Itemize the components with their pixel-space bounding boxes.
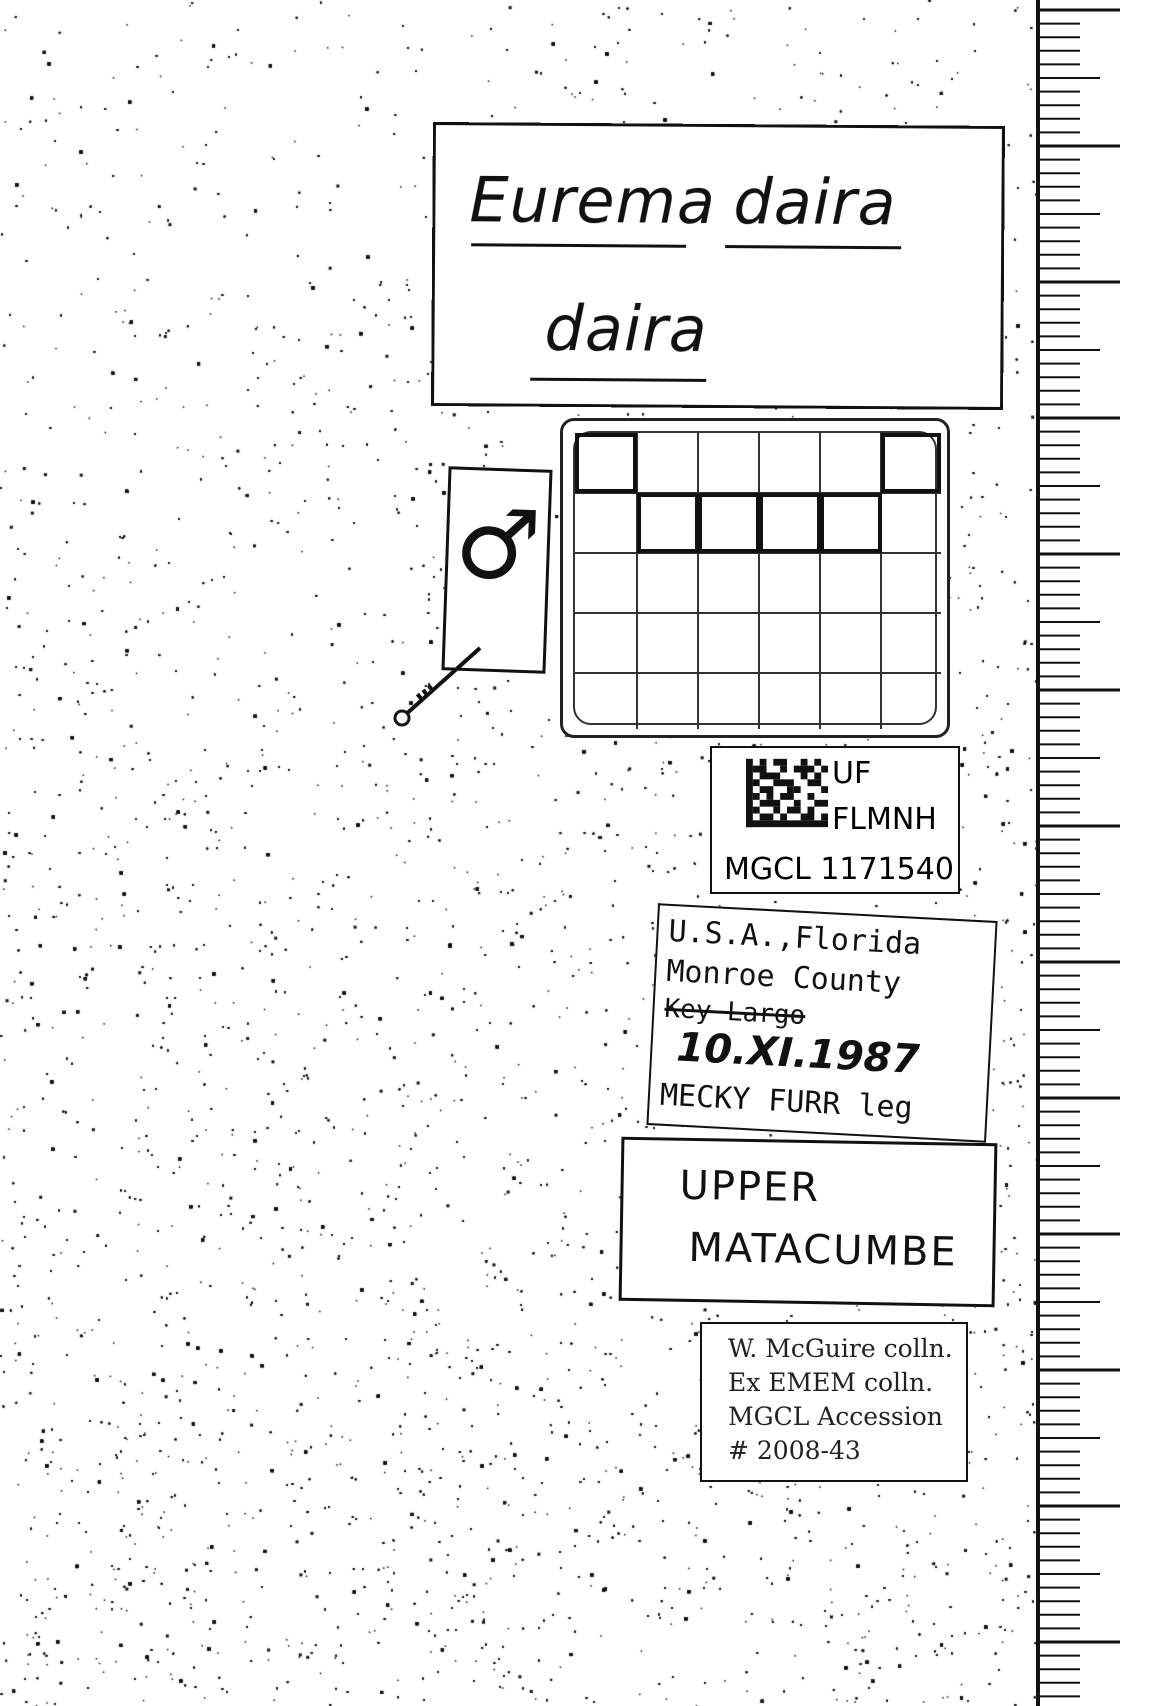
catalog-number: MGCL 1171540 xyxy=(724,852,954,887)
species-name: daira xyxy=(733,165,897,240)
measurement-ruler xyxy=(1030,0,1152,1706)
male-symbol-icon: ♂ xyxy=(452,487,543,603)
color-grid-card xyxy=(560,418,950,738)
institution-code: UF xyxy=(832,756,872,791)
collection-line-4: # 2008-43 xyxy=(728,1436,861,1465)
collection-date: 10.XI.1987 xyxy=(675,1024,921,1084)
museum-code: FLMNH xyxy=(832,802,937,837)
genus-name: Eurema xyxy=(469,163,717,238)
county: Monroe County xyxy=(665,953,902,1002)
collection-line-3: MGCL Accession xyxy=(728,1402,943,1431)
collection-label xyxy=(700,1322,968,1482)
collection-line-1: W. McGuire colln. xyxy=(728,1334,953,1363)
island-label xyxy=(619,1137,998,1308)
color-grid xyxy=(575,433,941,729)
locality-label xyxy=(646,903,997,1142)
datamatrix-barcode xyxy=(746,758,828,828)
color-grid-frame xyxy=(573,431,937,725)
taxon-label xyxy=(431,122,1005,410)
pin-icon xyxy=(388,640,488,730)
collection-line-2: Ex EMEM colln. xyxy=(728,1368,934,1397)
island-line-1: UPPER xyxy=(679,1162,821,1212)
subspecies-underline xyxy=(530,378,706,382)
barcode-label xyxy=(710,746,960,894)
collector: MECKY FURR leg xyxy=(659,1077,914,1126)
island-line-2: MATACUMBE xyxy=(688,1224,959,1276)
struck-locality: Key Largo xyxy=(663,993,807,1032)
species-underline xyxy=(725,245,901,249)
genus-underline xyxy=(471,243,686,248)
subspecies-name: daira xyxy=(544,291,708,366)
country-state: U.S.A.,Florida xyxy=(667,913,923,963)
